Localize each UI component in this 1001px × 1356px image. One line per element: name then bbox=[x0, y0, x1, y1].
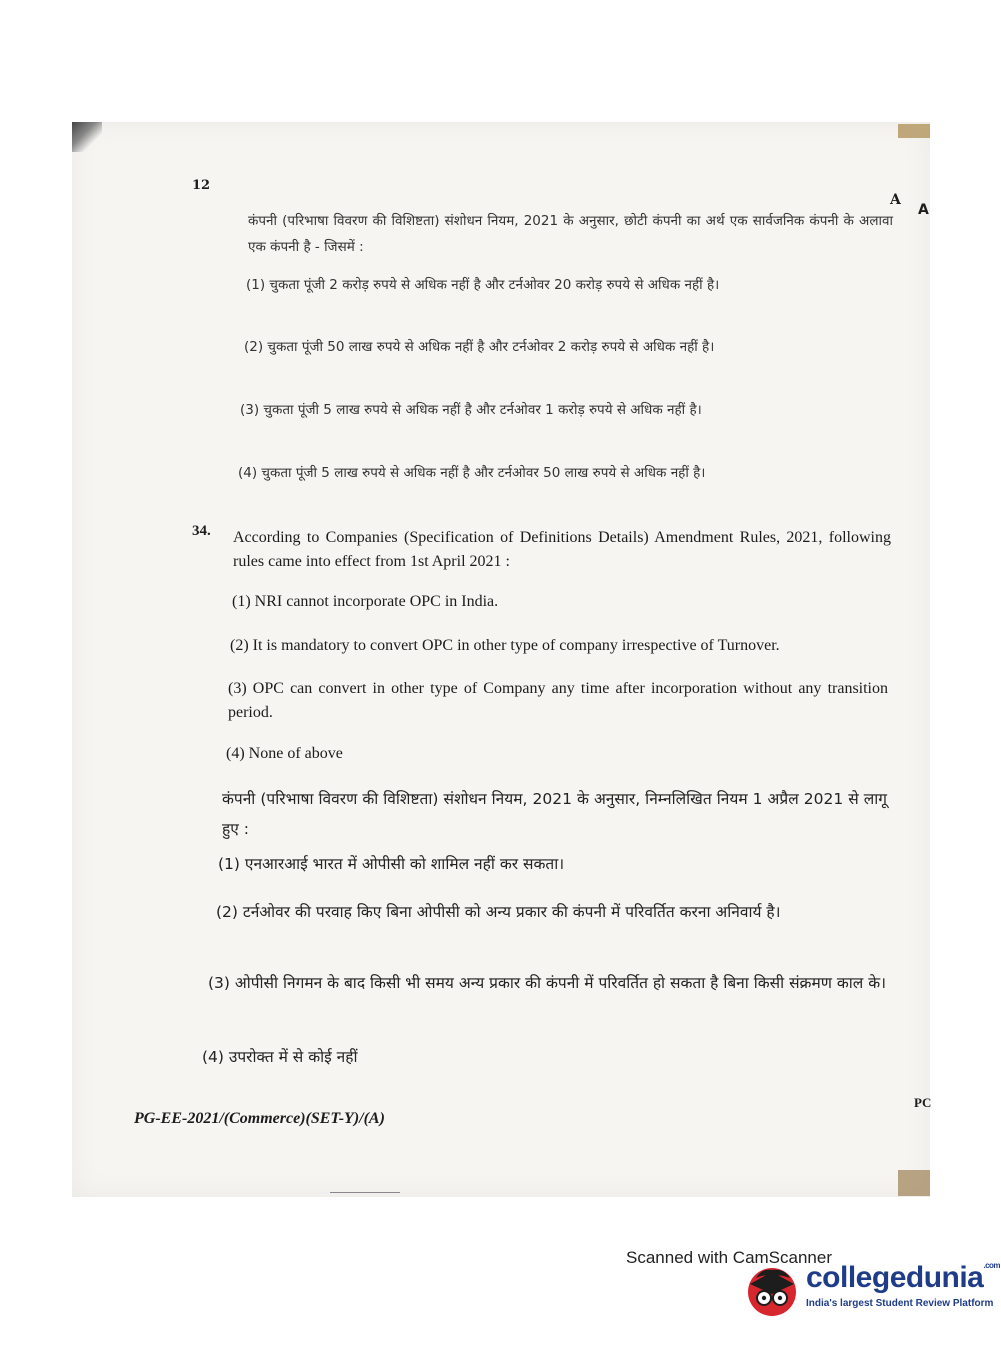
brand-tagline: India's largest Student Review Platform bbox=[806, 1298, 994, 1309]
page-number: 12 bbox=[192, 178, 211, 193]
option-2: (2) It is mandatory to convert OPC in other type of company irrespective of Turnover. bbox=[230, 637, 780, 654]
q33-hindi-option-2: (2) चुकता पूंजी 50 लाख रुपये से अधिक नहीं है और टर्नओवर 2 करोड़ रुपये से अधिक नहीं है। bbox=[244, 339, 715, 355]
page-corner-stain-bottom bbox=[898, 1170, 930, 1196]
option-1-hindi: (1) एनआरआई भारत में ओपीसी को शामिल नहीं कर सकता। bbox=[218, 855, 565, 873]
option-4: (4) None of above bbox=[226, 745, 343, 762]
q33-hindi-option-3: (3) चुकता पूंजी 5 लाख रुपये से अधिक नहीं है और टर्नओवर 1 करोड़ रुपये से अधिक नहीं है। bbox=[240, 402, 702, 418]
option-2-hindi: (2) टर्नओवर की परवाह किए बिना ओपीसी को अन्य प्रकार की कंपनी में परिवर्तित करना अनिवार्य है। bbox=[216, 903, 781, 921]
margin-code: PC bbox=[914, 1095, 932, 1110]
q33-hindi-option-4: (4) चुकता पूंजी 5 लाख रुपये से अधिक नहीं है और टर्नओवर 50 लाख रुपये से अधिक नहीं है। bbox=[238, 465, 706, 481]
paper-code: PG-EE-2021/(Commerce)(SET-Y)/(A) bbox=[134, 1110, 385, 1127]
option-4-hindi: (4) उपरोक्त में से कोई नहीं bbox=[202, 1048, 358, 1066]
question-number: 34. bbox=[192, 523, 211, 539]
set-letter-margin: A bbox=[918, 202, 929, 218]
page-corner-shadow bbox=[72, 122, 102, 152]
set-letter: A bbox=[890, 192, 901, 208]
option-1: (1) NRI cannot incorporate OPC in India. bbox=[232, 593, 499, 610]
collegedunia-logo-icon bbox=[744, 1262, 800, 1318]
option-3-hindi: (3) ओपीसी निगमन के बाद किसी भी समय अन्य प्रकार की कंपनी में परिवर्तित हो सकता है बिना किसी संक्रमण काल के। bbox=[208, 974, 886, 992]
q33-hindi-option-1: (1) चुकता पूंजी 2 करोड़ रुपये से अधिक नहीं है और टर्नओवर 20 करोड़ रुपये से अधिक नहीं है। bbox=[246, 277, 720, 293]
option-3: (3) OPC can convert in other type of Company any time after incorporation without any transition period. bbox=[228, 680, 888, 721]
question-stem-hindi: कंपनी (परिभाषा विवरण की विशिष्टता) संशोधन नियम, 2021 के अनुसार, निम्नलिखित नियम 1 अप्रैल 2021 से लागू हुए : bbox=[222, 790, 887, 838]
divider bbox=[330, 1192, 400, 1193]
brand-name: collegedunia$^{.com}$ bbox=[806, 1261, 1001, 1294]
scanned-with-text: Scanned with CamScanner bbox=[626, 1248, 833, 1267]
q33-hindi-stem: कंपनी (परिभाषा विवरण की विशिष्टता) संशोधन नियम, 2021 के अनुसार, छोटी कंपनी का अर्थ एक सार्वजनिक कंपनी के अलावा एक कंपनी है - जिसमें : bbox=[248, 213, 893, 255]
question-stem: According to Companies (Specification of Definitions Details) Amendment Rules, 2021, following rules came into effect from 1st April 2021 : bbox=[233, 529, 891, 570]
page-corner-stain bbox=[898, 124, 930, 138]
